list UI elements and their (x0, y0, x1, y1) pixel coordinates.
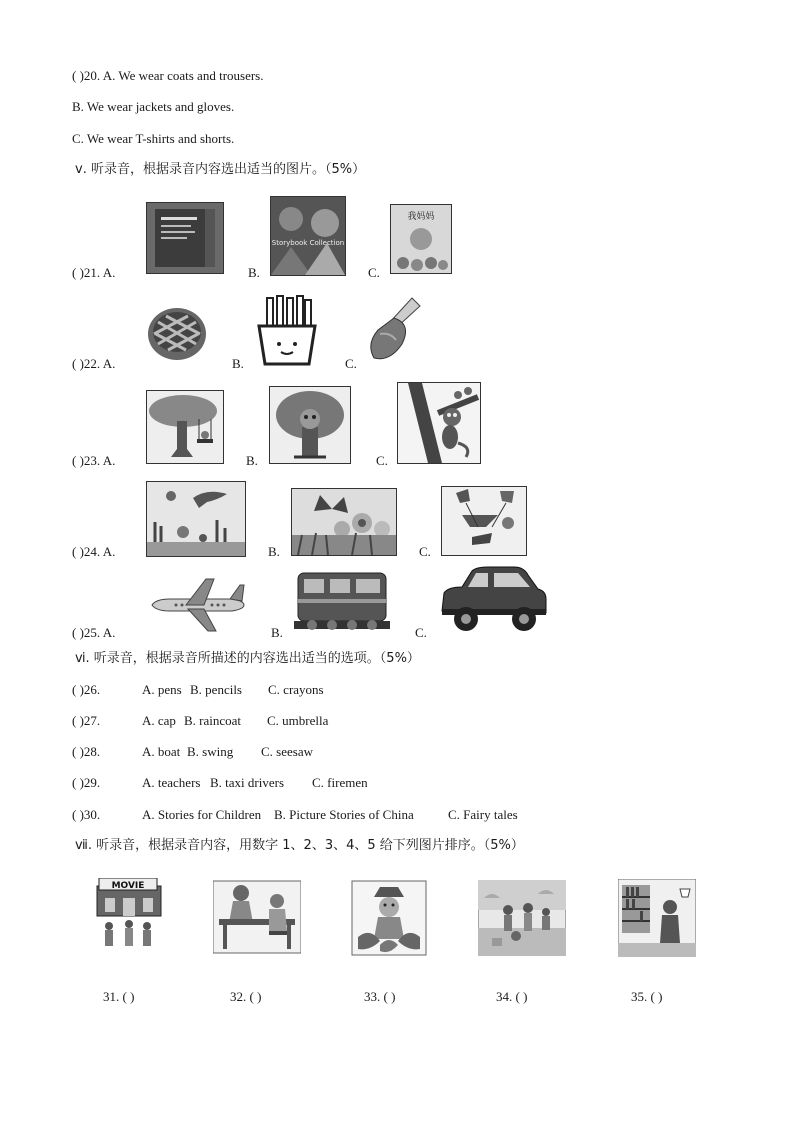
q21-option-b-label: B. (248, 265, 260, 280)
q22-option-c-label: C. (345, 356, 357, 371)
q27-number: ( )27. (72, 713, 101, 728)
q23-option-b-label: B. (246, 453, 258, 468)
q31-movie-sign: MOVIE (111, 881, 145, 891)
q21-c-book-title: 我妈妈 (407, 212, 435, 222)
q24-number: ( )24. A. (72, 544, 116, 559)
q31-picture[interactable] (95, 878, 163, 956)
q21-b-book-title: Storybook Collection (271, 239, 345, 247)
q21-a-picture[interactable] (146, 202, 224, 274)
q22-number: ( )22. A. (72, 356, 116, 371)
section-6-title: ⅵ. 听录音，根据录音所描述的内容选出适当的选项。（5%） (75, 651, 420, 666)
q20-stem: ( )20. A. We wear coats and trousers. (72, 68, 264, 83)
q26-option-c: C. crayons (268, 682, 324, 697)
q32-picture[interactable] (213, 879, 301, 955)
q21-b-picture[interactable] (270, 196, 346, 276)
q24-option-b-label: B. (268, 544, 280, 559)
q25-b-picture[interactable] (294, 567, 390, 635)
section-5-title: ⅴ. 听录音，根据录音内容选出适当的图片。（5%） (75, 162, 366, 177)
q24-b-picture[interactable] (291, 488, 397, 556)
q29-option-c: C. firemen (312, 775, 368, 790)
q29-row (72, 775, 368, 791)
q30-row (72, 807, 518, 823)
q23-option-c-label: C. (376, 453, 388, 468)
q29-number: ( )29. (72, 775, 101, 790)
q22-b-picture[interactable] (255, 294, 319, 366)
q28-row (72, 744, 313, 760)
q30-option-b: B. Picture Stories of China (274, 807, 414, 822)
q23-number: ( )23. A. (72, 453, 116, 468)
q30-option-a: A. Stories for Children (142, 807, 262, 822)
q29-option-a: A. teachers (142, 775, 201, 790)
q21-c-picture[interactable] (390, 204, 452, 274)
q22-a-picture[interactable] (146, 304, 208, 362)
q35-picture[interactable] (618, 879, 696, 957)
q30-option-c: C. Fairy tales (448, 807, 518, 822)
q34-order-blank[interactable]: 34. ( ) (496, 989, 528, 1004)
q23-b-picture[interactable] (269, 386, 351, 464)
q28-option-a: A. boat (142, 744, 181, 759)
q22-option-b-label: B. (232, 356, 244, 371)
q25-option-c-label: C. (415, 625, 427, 640)
q23-c-picture[interactable] (397, 382, 481, 464)
q27-option-c: C. umbrella (267, 713, 329, 728)
q26-option-b: B. pencils (190, 682, 242, 697)
q25-c-picture[interactable] (438, 565, 549, 635)
q34-picture[interactable] (478, 880, 566, 956)
q28-option-c: C. seesaw (261, 744, 313, 759)
q25-option-b-label: B. (271, 625, 283, 640)
section-7-title: ⅶ. 听录音，根据录音内容，用数字 1、2、3、4、5 给下列图片排序。（5%） (75, 838, 524, 853)
q26-number: ( )26. (72, 682, 101, 697)
q24-c-picture[interactable] (441, 486, 527, 556)
q32-order-blank[interactable]: 32. ( ) (230, 989, 262, 1004)
q23-a-picture[interactable] (146, 390, 224, 464)
q20-option-c: C. We wear T-shirts and shorts. (72, 131, 235, 146)
q25-number: ( )25. A. (72, 625, 116, 640)
q20-option-b: B. We wear jackets and gloves. (72, 99, 235, 114)
q35-order-blank[interactable]: 35. ( ) (631, 989, 663, 1004)
q29-option-b: B. taxi drivers (210, 775, 285, 790)
q31-order-blank[interactable]: 31. ( ) (103, 989, 135, 1004)
q28-option-b: B. swing (187, 744, 234, 759)
q26-option-a: A. pens (142, 682, 182, 697)
q33-order-blank[interactable]: 33. ( ) (364, 989, 396, 1004)
q21-option-c-label: C. (368, 265, 380, 280)
q22-c-picture[interactable] (366, 294, 424, 362)
q24-option-c-label: C. (419, 544, 431, 559)
q27-option-a: A. cap (142, 713, 176, 728)
q30-number: ( )30. (72, 807, 101, 822)
q21-number: ( )21. A. (72, 265, 116, 280)
q33-picture[interactable] (350, 879, 428, 957)
q26-row (72, 682, 324, 698)
q25-a-picture[interactable] (146, 575, 248, 635)
q27-row (72, 713, 329, 729)
q24-a-picture[interactable] (146, 481, 246, 557)
q27-option-b: B. raincoat (184, 713, 242, 728)
q28-number: ( )28. (72, 744, 101, 759)
